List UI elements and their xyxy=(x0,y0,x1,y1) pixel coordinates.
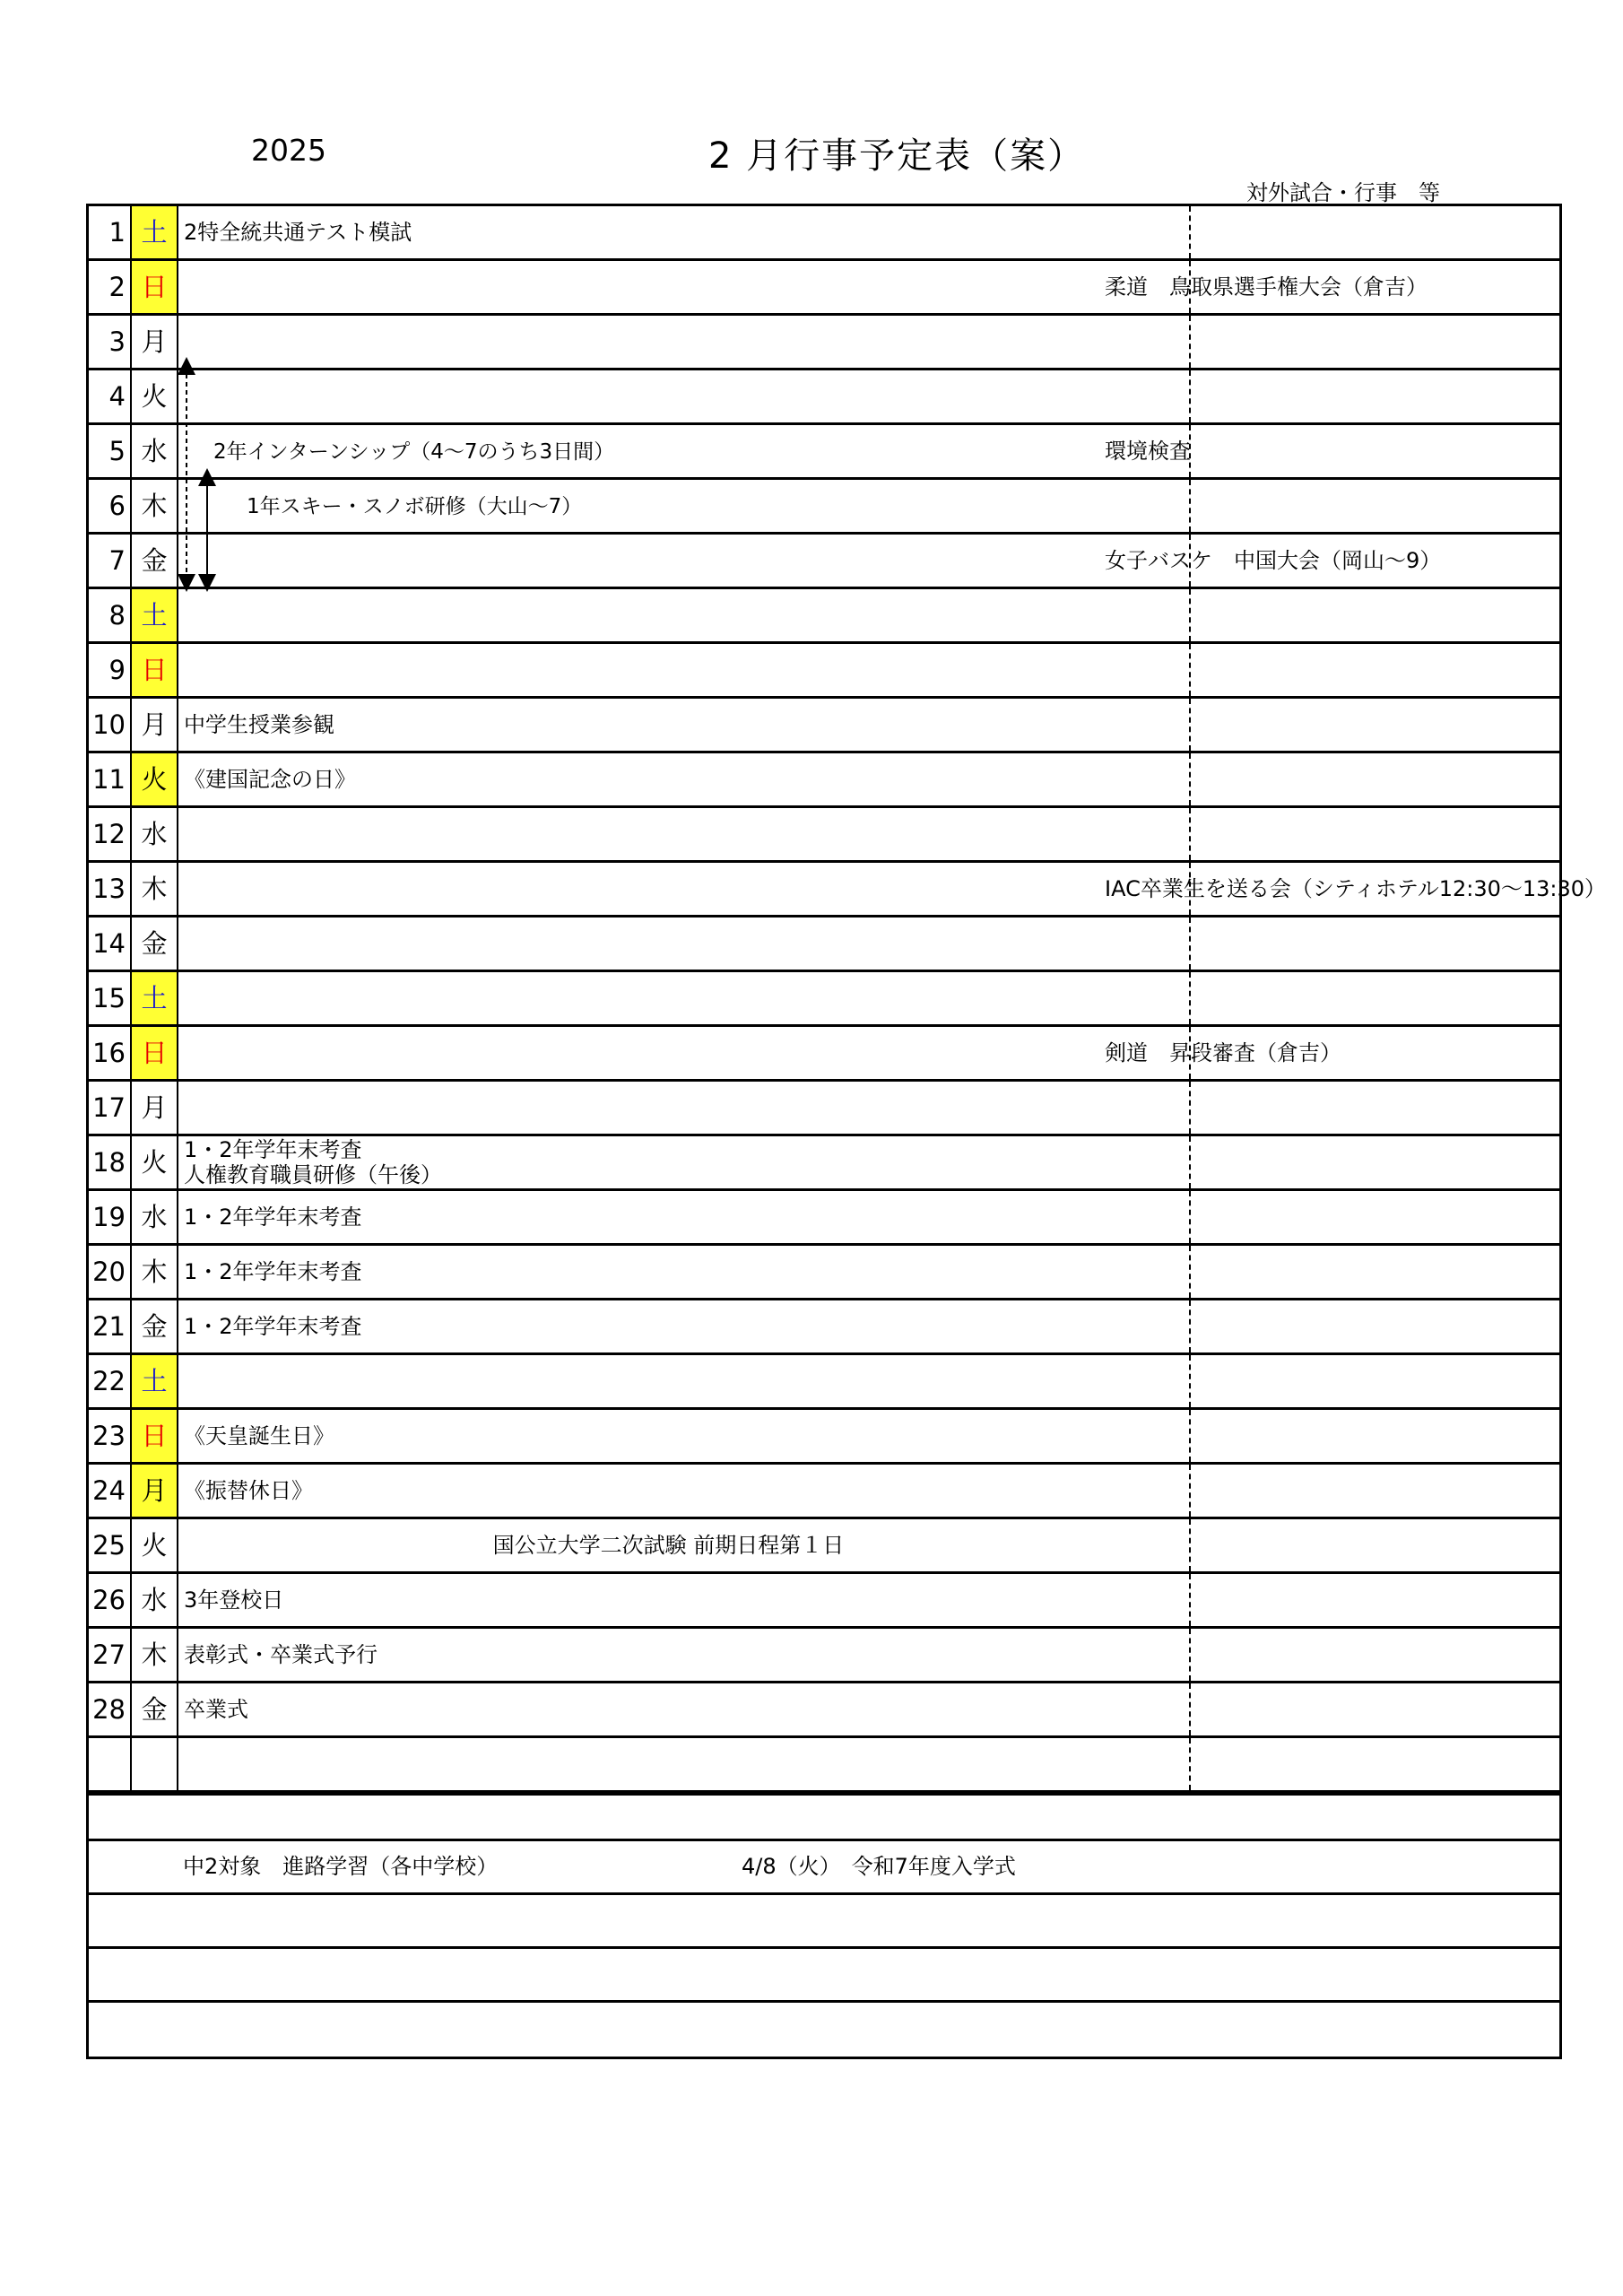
day-of-week: 水 xyxy=(132,425,178,477)
day-of-week: 水 xyxy=(132,1191,178,1243)
school-event-text: 1・2年学年末考査 xyxy=(184,1259,362,1284)
day-number: 4 xyxy=(89,370,132,422)
day-number: 25 xyxy=(89,1519,132,1571)
day-of-week: 土 xyxy=(132,206,178,258)
school-event-text: 卒業式 xyxy=(184,1697,248,1722)
day-number: 8 xyxy=(89,589,132,641)
day-of-week: 金 xyxy=(132,1300,178,1352)
day-of-week: 火 xyxy=(132,1136,178,1188)
day-of-week: 月 xyxy=(132,699,178,751)
day-number: 24 xyxy=(89,1465,132,1517)
day-of-week: 金 xyxy=(132,1683,178,1735)
day-number: 5 xyxy=(89,425,132,477)
school-event-text-2: 人権教育職員研修（午後） xyxy=(184,1162,442,1187)
day-number: 15 xyxy=(89,972,132,1024)
day-of-week: 水 xyxy=(132,1574,178,1626)
day-of-week: 日 xyxy=(132,261,178,313)
year-label: 2025 xyxy=(251,133,326,168)
day-of-week: 木 xyxy=(132,480,178,532)
day-number: 22 xyxy=(89,1355,132,1407)
day-of-week: 火 xyxy=(132,370,178,422)
day-number: 14 xyxy=(89,918,132,970)
day-of-week: 木 xyxy=(132,863,178,915)
day-of-week: 日 xyxy=(132,1027,178,1079)
day-number: 28 xyxy=(89,1683,132,1735)
day-of-week: 日 xyxy=(132,1410,178,1462)
day-number: 10 xyxy=(89,699,132,751)
internship-label: 2年インターンシップ（4～7のうち3日間） xyxy=(213,440,615,464)
day-number: 16 xyxy=(89,1027,132,1079)
note-career-learning: 中2対象 進路学習（各中学校） xyxy=(183,1854,499,1879)
right-column-header: 対外試合・行事 等 xyxy=(1246,180,1440,205)
day-number: 1 xyxy=(89,206,132,258)
day-of-week: 月 xyxy=(132,1082,178,1134)
day-number: 20 xyxy=(89,1246,132,1298)
external-event-cell: 剣道 昇段審査（倉吉） xyxy=(1105,1040,1341,1065)
day-number: 27 xyxy=(89,1629,132,1681)
school-event-text: 《天皇誕生日》 xyxy=(184,1423,334,1448)
day-of-week: 土 xyxy=(132,1355,178,1407)
note-entrance-ceremony: 4/8（火） 令和7年度入学式 xyxy=(742,1854,1016,1879)
school-event-text: 1・2年学年末考査 xyxy=(184,1205,362,1230)
school-event-text: 中学生授業参観 xyxy=(184,712,334,737)
external-event-cell: 柔道 鳥取県選手権大会（倉吉） xyxy=(1105,274,1428,300)
day-number: 19 xyxy=(89,1191,132,1243)
ski-trip-label: 1年スキー・スノボ研修（大山～7） xyxy=(247,495,583,518)
day-number: 6 xyxy=(89,480,132,532)
external-event-cell: IAC卒業生を送る会（シティホテル12:30～13:30） xyxy=(1105,876,1607,901)
school-event-text: 国公立大学二次試験 前期日程第１日 xyxy=(492,1533,845,1558)
school-event-text: 3年登校日 xyxy=(184,1587,284,1613)
day-number: 7 xyxy=(89,535,132,587)
day-number: 2 xyxy=(89,261,132,313)
day-number: 13 xyxy=(89,863,132,915)
day-of-week: 土 xyxy=(132,589,178,641)
day-of-week: 金 xyxy=(132,918,178,970)
day-of-week: 木 xyxy=(132,1629,178,1681)
day-number: 3 xyxy=(89,316,132,368)
school-event-text: 1・2年学年末考査 xyxy=(184,1314,362,1339)
day-of-week: 日 xyxy=(132,644,178,696)
page-title: 2 月行事予定表（案） xyxy=(708,135,1086,177)
school-event-text: 表彰式・卒業式予行 xyxy=(184,1642,378,1667)
day-number: 9 xyxy=(89,644,132,696)
day-of-week: 水 xyxy=(132,808,178,860)
day-number: 23 xyxy=(89,1410,132,1462)
day-number: 21 xyxy=(89,1300,132,1352)
day-number: 12 xyxy=(89,808,132,860)
day-of-week: 金 xyxy=(132,535,178,587)
external-event-cell: 環境検査 xyxy=(1105,439,1191,464)
day-of-week: 火 xyxy=(132,1519,178,1571)
day-of-week: 木 xyxy=(132,1246,178,1298)
day-of-week: 火 xyxy=(132,753,178,805)
day-of-week: 土 xyxy=(132,972,178,1024)
school-event-text: 《振替休日》 xyxy=(184,1478,313,1503)
school-event-text: 2特全統共通テスト模試 xyxy=(184,220,412,245)
external-event-cell: 女子バスケ 中国大会（岡山～9） xyxy=(1105,548,1442,573)
day-of-week: 月 xyxy=(132,316,178,368)
day-number: 18 xyxy=(89,1136,132,1188)
day-number: 26 xyxy=(89,1574,132,1626)
day-number: 11 xyxy=(89,753,132,805)
school-event-text: 1・2年学年末考査 xyxy=(184,1137,362,1162)
day-number: 17 xyxy=(89,1082,132,1134)
school-event-text: 《建国記念の日》 xyxy=(184,767,356,792)
day-of-week: 月 xyxy=(132,1465,178,1517)
